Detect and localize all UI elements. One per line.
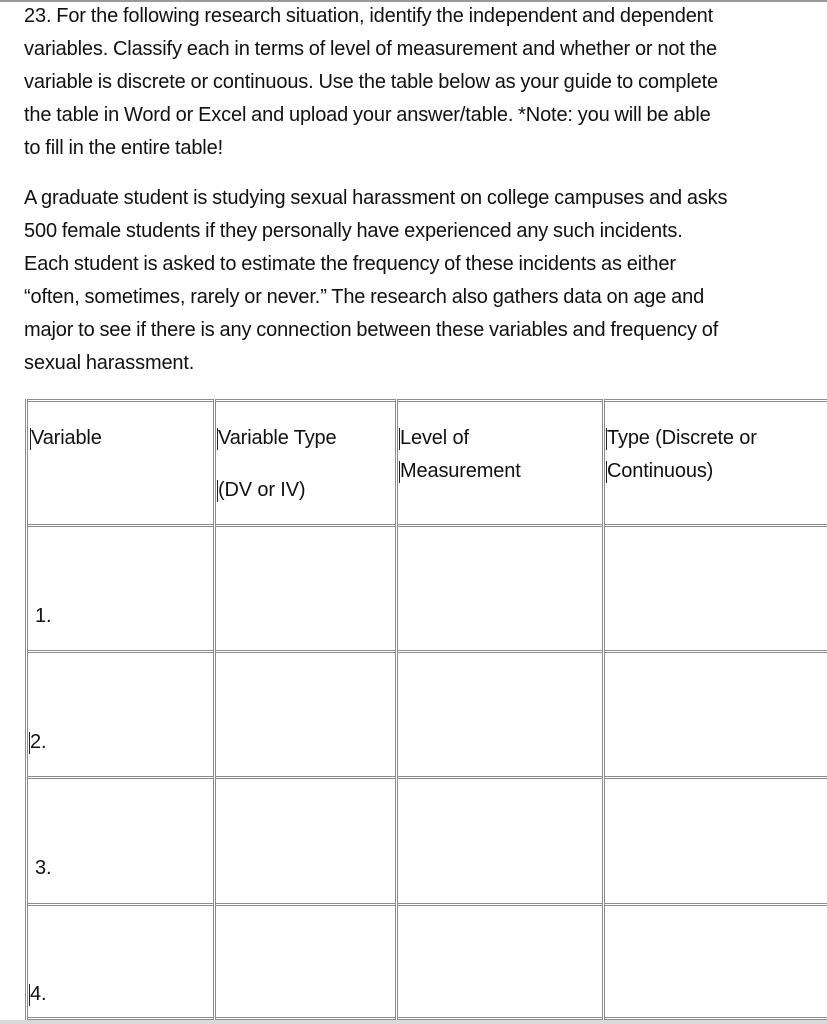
text-caret — [399, 428, 400, 450]
row-number-3: 3. — [35, 857, 52, 879]
question-line: 23. For the following research situation, identify the independent and dependent — [24, 5, 714, 27]
text-caret — [399, 461, 400, 483]
question-line: variables. Classify each in terms of level of measurement and whether or not the — [24, 38, 717, 60]
question-prompt — [24, 0, 814, 165]
header-variable: Variable — [31, 427, 102, 449]
row-number-4: 4. — [30, 983, 47, 1005]
scenario-line: A graduate student is studying sexual harassment on college campuses and asks — [24, 187, 728, 209]
row-number-2: 2. — [30, 731, 47, 753]
table-column-divider — [213, 399, 216, 1024]
text-caret — [606, 461, 607, 483]
header-type: Type (Discrete or — [607, 427, 757, 449]
header-level-sub: Measurement — [400, 460, 521, 482]
text-caret — [30, 428, 31, 450]
text-caret — [606, 428, 607, 450]
table-row-divider — [25, 776, 827, 779]
table-border-left — [25, 399, 28, 1024]
question-line: to fill in the entire table! — [24, 137, 223, 159]
question-line: the table in Word or Excel and upload your answer/table. *Note: you will be able — [24, 104, 711, 126]
header-type-sub: Continuous) — [607, 460, 714, 482]
table-border-top — [25, 399, 827, 402]
text-caret — [217, 480, 218, 502]
table-row-divider — [25, 903, 827, 906]
bottom-edge — [0, 1020, 827, 1024]
header-variable-type: Variable Type — [218, 427, 337, 449]
variables-table — [25, 399, 827, 1024]
scenario-line: 500 female students if they personally have experienced any such incidents. — [24, 220, 683, 242]
header-level: Level of — [400, 427, 469, 449]
table-column-divider — [395, 399, 398, 1024]
text-caret — [29, 732, 30, 754]
table-row-divider — [25, 650, 827, 653]
text-caret — [217, 428, 218, 450]
scenario-line: major to see if there is any connection between these variables and frequency of — [24, 319, 719, 341]
table-column-divider — [602, 399, 605, 1024]
header-variable-type-sub: (DV or IV) — [218, 479, 306, 501]
scenario-line: “often, sometimes, rarely or never.” The research also gathers data on age and — [24, 286, 705, 308]
scenario-line: sexual harassment. — [24, 352, 195, 374]
row-number-1: 1. — [35, 605, 52, 627]
table-header-divider — [25, 524, 827, 527]
research-scenario — [24, 182, 814, 380]
text-caret — [29, 984, 30, 1006]
scenario-line: Each student is asked to estimate the frequency of these incidents as either — [24, 253, 676, 275]
question-line: variable is discrete or continuous. Use the table below as your guide to complete — [24, 71, 718, 93]
